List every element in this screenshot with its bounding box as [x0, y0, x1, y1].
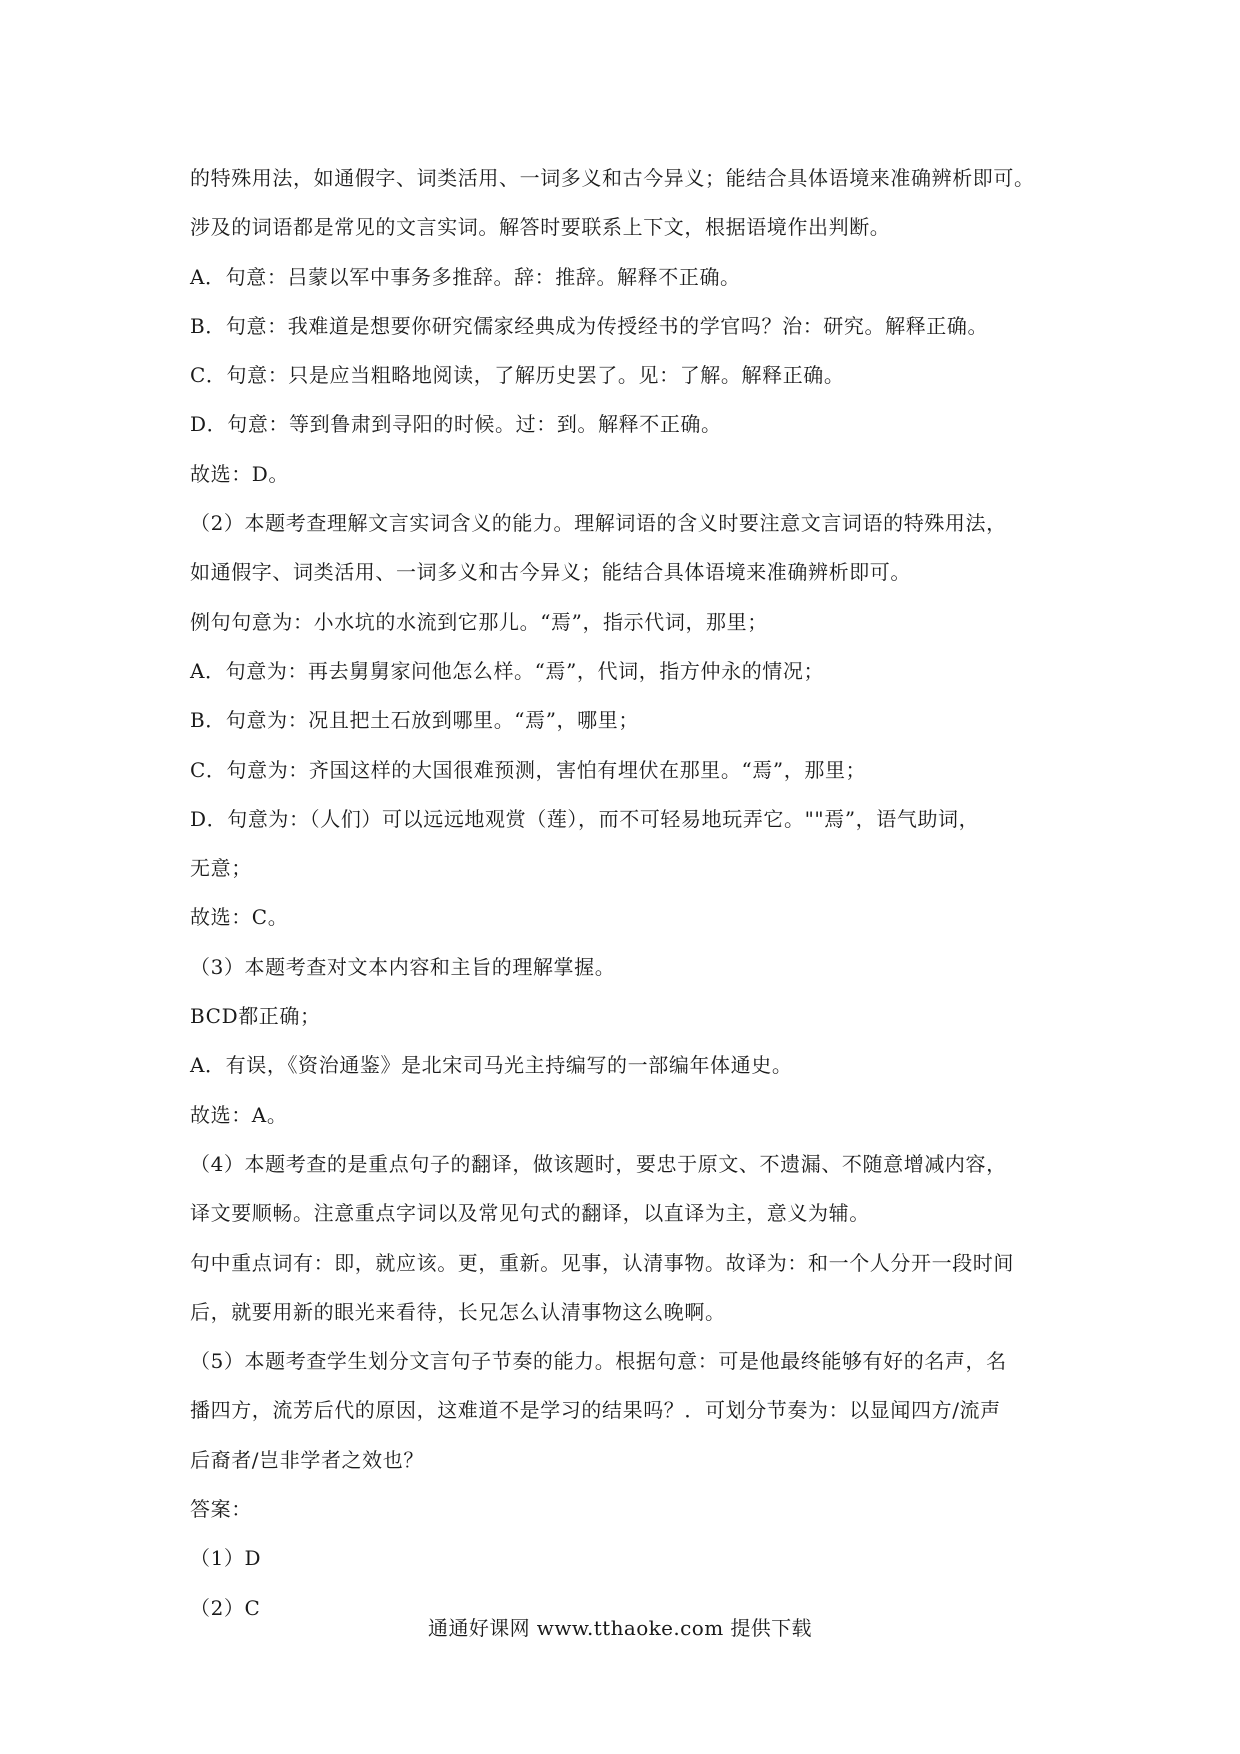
text-line: 涉及的词语都是常见的文言实词。解答时要联系上下文，根据语境作出判断。	[190, 215, 891, 240]
text-line: （5）本题考查学生划分文言句子节奏的能力。根据句意：可是他最终能够有好的名声，名	[190, 1349, 1007, 1374]
text-line: A．有误，《资治通鉴》是北宋司马光主持编写的一部编年体通史。	[190, 1053, 793, 1078]
text-line: BCD都正确；	[190, 1004, 321, 1029]
text-line: A．句意：吕蒙以军中事务多推辞。辞：推辞。解释不正确。	[190, 264, 741, 289]
text-line: C．句意为：齐国这样的大国很难预测，害怕有埋伏在那里。“焉”，那里；	[190, 757, 867, 782]
text-line: （3）本题考查对文本内容和主旨的理解掌握。	[190, 954, 616, 979]
text-line: 的特殊用法，如通假字、词类活用、一词多义和古今异义；能结合具体语境来准确辨析即可。	[190, 166, 1035, 190]
text-line: 译文要顺畅。注意重点字词以及常见句式的翻译，以直译为主，意义为辅。	[190, 1201, 870, 1226]
text-line: 无意；	[190, 856, 252, 881]
page-footer: 通通好课网 www.tthaoke.com 提供下载	[428, 1616, 812, 1640]
text-line: 故选：C。	[190, 905, 289, 930]
text-line: 如通假字、词类活用、一词多义和古今异义；能结合具体语境来准确辨析即可。	[190, 560, 911, 585]
text-line: 播四方，流芳后代的原因，这难道不是学习的结果吗？．可划分节奏为：以显闻四方/流声	[190, 1398, 1001, 1423]
text-line: （2）本题考查理解文言实词含义的能力。理解词语的含义时要注意文言词语的特殊用法，	[190, 511, 1007, 536]
text-line: C．句意：只是应当粗略地阅读，了解历史罢了。见：了解。解释正确。	[190, 363, 845, 388]
text-line: （2）C	[190, 1595, 261, 1620]
text-line: 后裔者/岂非学者之效也？	[190, 1447, 424, 1472]
text-line: D．句意为：（人们）可以远远地观赏（莲），而不可轻易地玩弄它。""焉”，语气助词，	[190, 806, 980, 831]
text-line: （1）D	[190, 1546, 262, 1571]
text-line: A．句意为：再去舅舅家问他怎么样。“焉”，代词，指方仲永的情况；	[190, 658, 825, 683]
text-line: 故选：D。	[190, 461, 290, 486]
text-line: B．句意：我难道是想要你研究儒家经典成为传授经书的学官吗？治：研究。解释正确。	[190, 313, 989, 338]
text-line: 句中重点词有：即，就应该。更，重新。见事，认清事物。故译为：和一个人分开一段时间	[190, 1250, 1014, 1275]
text-line: D．句意：等到鲁肃到寻阳的时候。过：到。解释不正确。	[190, 412, 722, 437]
text-line: 例句句意为：小水坑的水流到它那儿。“焉”，指示代词，那里；	[190, 609, 768, 634]
text-line: 后，就要用新的眼光来看待，长兄怎么认清事物这么晚啊。	[190, 1299, 726, 1324]
text-line: （4）本题考查的是重点句子的翻译，做该题时，要忠于原文、不遗漏、不随意增减内容，	[190, 1151, 1007, 1176]
text-line: B．句意为：况且把土石放到哪里。“焉”，哪里；	[190, 708, 639, 733]
text-line: 故选：A。	[190, 1102, 288, 1127]
text-line: 答案：	[190, 1497, 252, 1522]
document-body	[190, 154, 1070, 1633]
